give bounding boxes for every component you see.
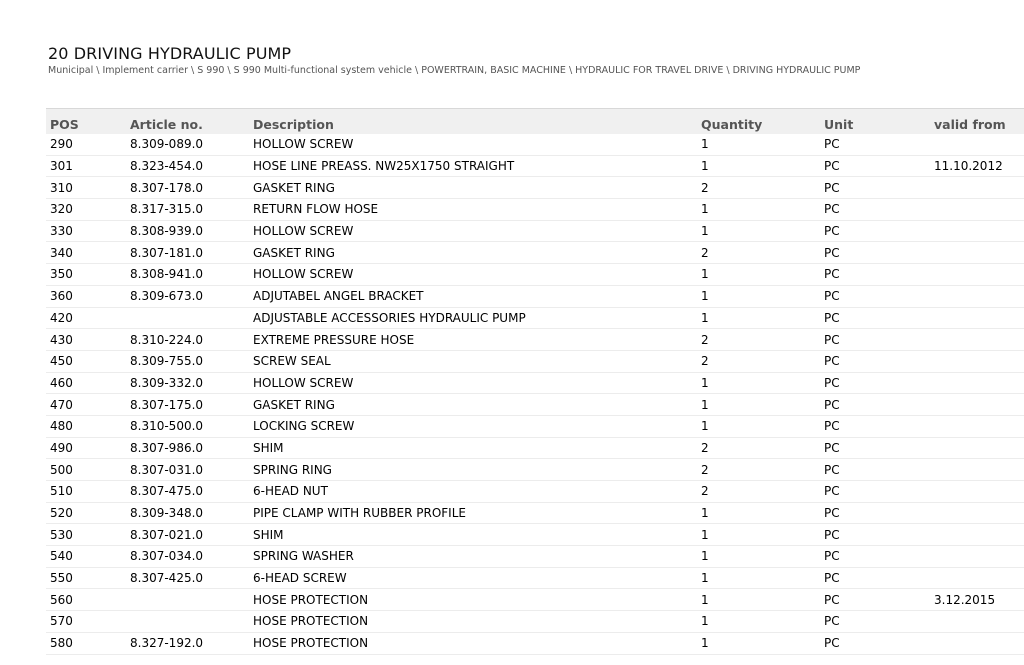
column-header-valid-from[interactable]: valid from xyxy=(934,117,1006,132)
cell-unit: PC xyxy=(820,329,930,351)
cell-unit: PC xyxy=(820,155,930,177)
cell-description: ADJUTABEL ANGEL BRACKET xyxy=(249,285,697,307)
column-header-pos[interactable]: POS xyxy=(50,117,79,132)
cell-quantity: 1 xyxy=(697,372,820,394)
cell-unit: PC xyxy=(820,264,930,286)
cell-article-no[interactable] xyxy=(126,307,249,329)
table-row[interactable] xyxy=(46,459,1024,481)
cell-quantity: 1 xyxy=(697,307,820,329)
cell-article-no[interactable]: 8.309-673.0 xyxy=(126,285,249,307)
cell-quantity: 1 xyxy=(697,632,820,654)
cell-quantity: 2 xyxy=(697,437,820,459)
cell-pos: 320 xyxy=(46,199,126,221)
cell-valid-from: 11.10.2012 xyxy=(930,155,1024,177)
cell-article-no[interactable]: 8.307-175.0 xyxy=(126,394,249,416)
table-row[interactable] xyxy=(46,350,1024,372)
cell-pos: 510 xyxy=(46,481,126,503)
cell-unit: PC xyxy=(820,437,930,459)
cell-article-no[interactable]: 8.327-192.0 xyxy=(126,632,249,654)
table-row[interactable] xyxy=(46,415,1024,437)
cell-valid-from xyxy=(930,199,1024,221)
cell-description: SPRING WASHER xyxy=(249,546,697,568)
table-row[interactable] xyxy=(46,546,1024,568)
cell-article-no[interactable]: 8.309-755.0 xyxy=(126,350,249,372)
cell-pos: 360 xyxy=(46,285,126,307)
table-row[interactable] xyxy=(46,264,1024,286)
cell-description: SHIM xyxy=(249,524,697,546)
cell-unit: PC xyxy=(820,242,930,264)
cell-quantity: 1 xyxy=(697,502,820,524)
cell-description: 6-HEAD SCREW xyxy=(249,567,697,589)
cell-valid-from xyxy=(930,415,1024,437)
cell-article-no[interactable]: 8.323-454.0 xyxy=(126,155,249,177)
cell-article-no[interactable]: 8.308-941.0 xyxy=(126,264,249,286)
table-row[interactable] xyxy=(46,307,1024,329)
cell-description: ADJUSTABLE ACCESSORIES HYDRAULIC PUMP xyxy=(249,307,697,329)
column-header-quantity[interactable]: Quantity xyxy=(701,117,763,132)
cell-unit: PC xyxy=(820,481,930,503)
cell-article-no[interactable]: 8.307-475.0 xyxy=(126,481,249,503)
table-row[interactable] xyxy=(46,611,1024,633)
table-row[interactable] xyxy=(46,220,1024,242)
cell-article-no[interactable]: 8.307-986.0 xyxy=(126,437,249,459)
cell-quantity: 1 xyxy=(697,546,820,568)
column-header-unit[interactable]: Unit xyxy=(824,117,854,132)
cell-article-no[interactable]: 8.309-089.0 xyxy=(126,134,249,155)
cell-valid-from xyxy=(930,242,1024,264)
cell-unit: PC xyxy=(820,350,930,372)
cell-quantity: 2 xyxy=(697,329,820,351)
cell-quantity: 2 xyxy=(697,177,820,199)
cell-article-no[interactable]: 8.307-021.0 xyxy=(126,524,249,546)
cell-unit: PC xyxy=(820,589,930,611)
cell-unit: PC xyxy=(820,307,930,329)
cell-description: RETURN FLOW HOSE xyxy=(249,199,697,221)
cell-unit: PC xyxy=(820,611,930,633)
cell-pos: 450 xyxy=(46,350,126,372)
cell-article-no[interactable]: 8.308-939.0 xyxy=(126,220,249,242)
cell-description: HOLLOW SCREW xyxy=(249,134,697,155)
table-row[interactable] xyxy=(46,632,1024,654)
cell-description: HOSE PROTECTION xyxy=(249,589,697,611)
cell-description: GASKET RING xyxy=(249,394,697,416)
cell-article-no[interactable]: 8.309-348.0 xyxy=(126,502,249,524)
table-row[interactable] xyxy=(46,567,1024,589)
cell-valid-from xyxy=(930,329,1024,351)
cell-pos: 520 xyxy=(46,502,126,524)
cell-valid-from xyxy=(930,285,1024,307)
cell-quantity: 2 xyxy=(697,350,820,372)
cell-valid-from xyxy=(930,567,1024,589)
table-row[interactable] xyxy=(46,242,1024,264)
cell-pos: 530 xyxy=(46,524,126,546)
cell-pos: 470 xyxy=(46,394,126,416)
table-header-row xyxy=(46,109,1024,135)
cell-unit: PC xyxy=(820,134,930,155)
cell-article-no[interactable] xyxy=(126,611,249,633)
cell-unit: PC xyxy=(820,177,930,199)
cell-description: HOSE PROTECTION xyxy=(249,632,697,654)
cell-unit: PC xyxy=(820,632,930,654)
table-row[interactable] xyxy=(46,589,1024,611)
cell-unit: PC xyxy=(820,394,930,416)
breadcrumb: Municipal \ Implement carrier \ S 990 \ S 990 Multi-functional system vehicle \ POWERTRAIN, BASIC MACHINE \ HYDRAULIC FOR TRAVEL DRIVE \ DRIVING HYDRAULIC PUMP xyxy=(48,65,861,76)
cell-quantity: 2 xyxy=(697,242,820,264)
cell-valid-from xyxy=(930,394,1024,416)
cell-unit: PC xyxy=(820,459,930,481)
cell-pos: 540 xyxy=(46,546,126,568)
cell-quantity: 1 xyxy=(697,199,820,221)
table-row[interactable] xyxy=(46,329,1024,351)
cell-pos: 350 xyxy=(46,264,126,286)
cell-article-no[interactable]: 8.307-181.0 xyxy=(126,242,249,264)
page-title: 20 DRIVING HYDRAULIC PUMP xyxy=(48,44,292,63)
cell-article-no[interactable]: 8.307-034.0 xyxy=(126,546,249,568)
cell-pos: 310 xyxy=(46,177,126,199)
cell-description: EXTREME PRESSURE HOSE xyxy=(249,329,697,351)
cell-description: GASKET RING xyxy=(249,177,697,199)
cell-description: PIPE CLAMP WITH RUBBER PROFILE xyxy=(249,502,697,524)
cell-valid-from xyxy=(930,220,1024,242)
cell-description: HOLLOW SCREW xyxy=(249,372,697,394)
cell-quantity: 1 xyxy=(697,264,820,286)
cell-quantity: 1 xyxy=(697,134,820,155)
cell-description: HOSE PROTECTION xyxy=(249,611,697,633)
table-row[interactable] xyxy=(46,177,1024,199)
table-row[interactable] xyxy=(46,155,1024,177)
cell-quantity: 1 xyxy=(697,394,820,416)
cell-quantity: 2 xyxy=(697,481,820,503)
cell-valid-from xyxy=(930,632,1024,654)
cell-pos: 480 xyxy=(46,415,126,437)
cell-unit: PC xyxy=(820,199,930,221)
cell-description: HOLLOW SCREW xyxy=(249,220,697,242)
cell-pos: 500 xyxy=(46,459,126,481)
cell-valid-from xyxy=(930,481,1024,503)
table-row[interactable] xyxy=(46,134,1024,155)
cell-valid-from xyxy=(930,611,1024,633)
cell-article-no[interactable]: 8.307-031.0 xyxy=(126,459,249,481)
cell-quantity: 1 xyxy=(697,220,820,242)
cell-pos: 430 xyxy=(46,329,126,351)
cell-article-no[interactable]: 8.309-332.0 xyxy=(126,372,249,394)
cell-valid-from xyxy=(930,350,1024,372)
cell-unit: PC xyxy=(820,285,930,307)
cell-pos: 301 xyxy=(46,155,126,177)
cell-pos: 550 xyxy=(46,567,126,589)
cell-valid-from xyxy=(930,459,1024,481)
table-row[interactable] xyxy=(46,285,1024,307)
cell-description: SHIM xyxy=(249,437,697,459)
cell-valid-from xyxy=(930,437,1024,459)
cell-quantity: 1 xyxy=(697,155,820,177)
cell-pos: 560 xyxy=(46,589,126,611)
table-row[interactable] xyxy=(46,394,1024,416)
cell-valid-from: 3.12.2015 xyxy=(930,589,1024,611)
cell-quantity: 1 xyxy=(697,415,820,437)
cell-pos: 570 xyxy=(46,611,126,633)
cell-article-no[interactable]: 8.307-178.0 xyxy=(126,177,249,199)
cell-pos: 340 xyxy=(46,242,126,264)
cell-valid-from xyxy=(930,502,1024,524)
cell-pos: 420 xyxy=(46,307,126,329)
table-row[interactable] xyxy=(46,437,1024,459)
table-body xyxy=(46,134,1024,654)
cell-description: SCREW SEAL xyxy=(249,350,697,372)
cell-unit: PC xyxy=(820,220,930,242)
cell-valid-from xyxy=(930,524,1024,546)
cell-valid-from xyxy=(930,264,1024,286)
cell-unit: PC xyxy=(820,524,930,546)
column-header-article[interactable]: Article no. xyxy=(130,117,203,132)
cell-unit: PC xyxy=(820,502,930,524)
cell-description: HOLLOW SCREW xyxy=(249,264,697,286)
cell-pos: 460 xyxy=(46,372,126,394)
parts-table xyxy=(46,108,1024,655)
cell-quantity: 1 xyxy=(697,285,820,307)
table-row[interactable] xyxy=(46,481,1024,503)
column-header-description[interactable]: Description xyxy=(253,117,334,132)
cell-pos: 330 xyxy=(46,220,126,242)
cell-valid-from xyxy=(930,177,1024,199)
cell-pos: 490 xyxy=(46,437,126,459)
cell-unit: PC xyxy=(820,546,930,568)
cell-quantity: 2 xyxy=(697,459,820,481)
cell-valid-from xyxy=(930,546,1024,568)
table-row[interactable] xyxy=(46,372,1024,394)
cell-unit: PC xyxy=(820,415,930,437)
cell-pos: 580 xyxy=(46,632,126,654)
cell-article-no[interactable]: 8.307-425.0 xyxy=(126,567,249,589)
table-row[interactable] xyxy=(46,524,1024,546)
cell-article-no[interactable] xyxy=(126,589,249,611)
cell-quantity: 1 xyxy=(697,567,820,589)
cell-valid-from xyxy=(930,134,1024,155)
cell-pos: 290 xyxy=(46,134,126,155)
cell-quantity: 1 xyxy=(697,524,820,546)
table-row[interactable] xyxy=(46,199,1024,221)
cell-quantity: 1 xyxy=(697,589,820,611)
cell-unit: PC xyxy=(820,372,930,394)
cell-article-no[interactable]: 8.310-500.0 xyxy=(126,415,249,437)
cell-quantity: 1 xyxy=(697,611,820,633)
cell-article-no[interactable]: 8.317-315.0 xyxy=(126,199,249,221)
table-row[interactable] xyxy=(46,502,1024,524)
table-header xyxy=(46,109,1024,135)
cell-valid-from xyxy=(930,372,1024,394)
cell-article-no[interactable]: 8.310-224.0 xyxy=(126,329,249,351)
cell-description: SPRING RING xyxy=(249,459,697,481)
cell-description: LOCKING SCREW xyxy=(249,415,697,437)
cell-valid-from xyxy=(930,307,1024,329)
cell-description: 6-HEAD NUT xyxy=(249,481,697,503)
cell-description: GASKET RING xyxy=(249,242,697,264)
cell-unit: PC xyxy=(820,567,930,589)
cell-description: HOSE LINE PREASS. NW25X1750 STRAIGHT xyxy=(249,155,697,177)
